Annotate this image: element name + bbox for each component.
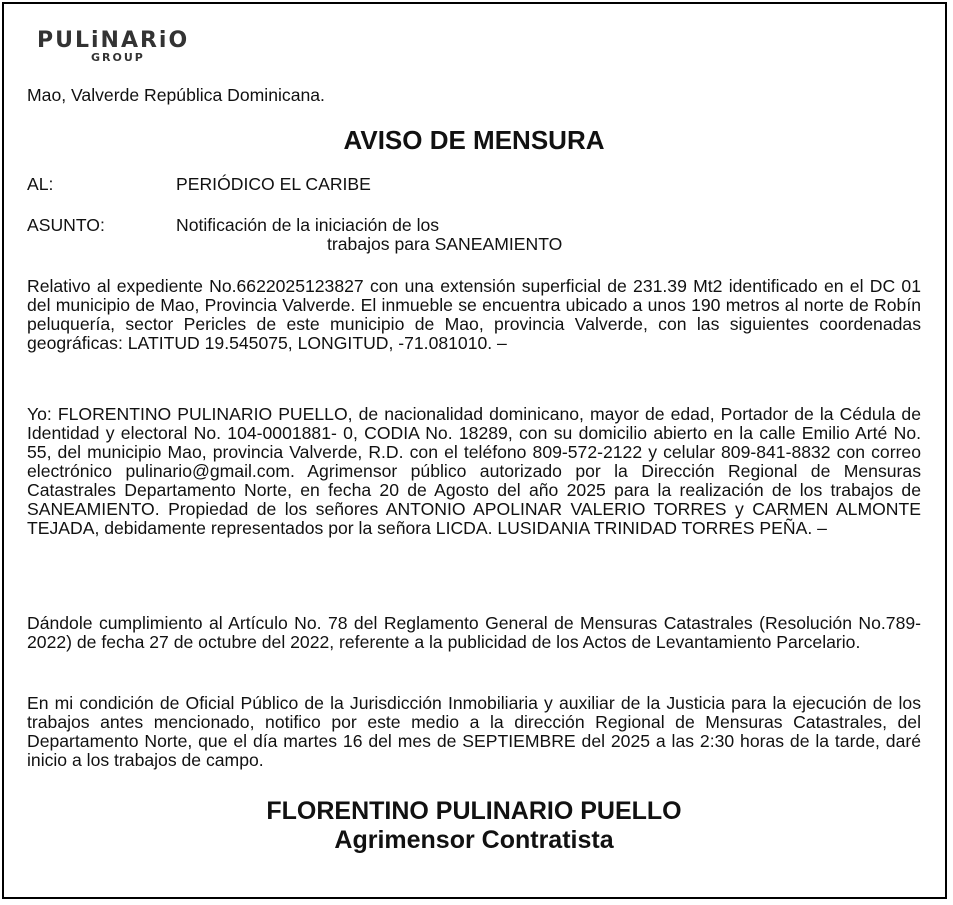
logo-wordmark: PULiNARiO — [37, 28, 190, 53]
paragraph-declarant: Yo: FLORENTINO PULINARIO PUELLO, de nacionalidad dominicano, mayor de edad, Portador de la Cédula de Identidad y electoral No. 104-0001881- 0, CODIA No. 18289, con su domicilio abierto en la calle Emilio Arté No. 55, del municipio Mao, provincia Valverde, R.D. con el teléfono 809-572-2122 y celular 809-841-8832 con correo electrónico pulinario@gmail.com. Agrimensor público autorizado por la Dirección Regional de Mensuras Catastrales Departamento Norte, en fecha 20 de Agosto del año 2025 para la realización de los trabajos de SANEAMIENTO. Propiedad de los señores ANTONIO APOLINAR VALERIO TORRES y CARMEN ALMONTE TEJADA, debidamente representados por la señora LICDA. LUSIDANIA TRINIDAD TORRES PEÑA. – — [27, 404, 921, 538]
paragraph-notification: En mi condición de Oficial Público de la Jurisdicción Inmobiliaria y auxiliar de la Justicia para la ejecución de los trabajos antes mencionado, notifico por este medio a la dirección Regional de Mensuras Catastrales, del Departamento Norte, que el día martes 16 del mes de SEPTIEMBRE del 2025 a las 2:30 horas de la tarde, daré inicio a los trabajos de campo. — [27, 693, 921, 770]
paragraph-compliance: Dándole cumplimiento al Artículo No. 78 del Reglamento General de Mensuras Catastrales (Resolución No.789-2022) de fecha 27 de octubre del 2022, referente a la publicidad de los Actos de Levantamiento Parcelario. — [27, 613, 921, 652]
addressee-value: PERIÓDICO EL CARIBE — [176, 174, 371, 194]
signature-role: Agrimensor Contratista — [334, 826, 614, 854]
subject-line-1: Notificación de la iniciación de los — [176, 215, 440, 235]
location-line: Mao, Valverde República Dominicana. — [27, 85, 325, 105]
paragraph-expediente: Relativo al expediente No.6622025123827 con una extensión superficial de 231.39 Mt2 identificado en el DC 01 del municipio de Mao, Provincia Valverde. El inmueble se encuentra ubicado a unos 190 metros al norte de Robín peluquería, sector Pericles de este municipio de Mao, provincia Valverde, con las siguientes coordenadas geográficas: LATITUD 19.545075, LONGITUD, -71.081010. – — [27, 276, 921, 353]
logo-subtitle: GROUP — [91, 51, 145, 64]
signature-name: FLORENTINO PULINARIO PUELLO — [266, 797, 682, 825]
pulinario-logo — [37, 30, 222, 64]
addressee-label: AL: — [27, 174, 54, 194]
subject-label: ASUNTO: — [27, 215, 105, 235]
notice-title: AVISO DE MENSURA — [343, 125, 605, 155]
subject-line-2: trabajos para SANEAMIENTO — [327, 234, 563, 254]
